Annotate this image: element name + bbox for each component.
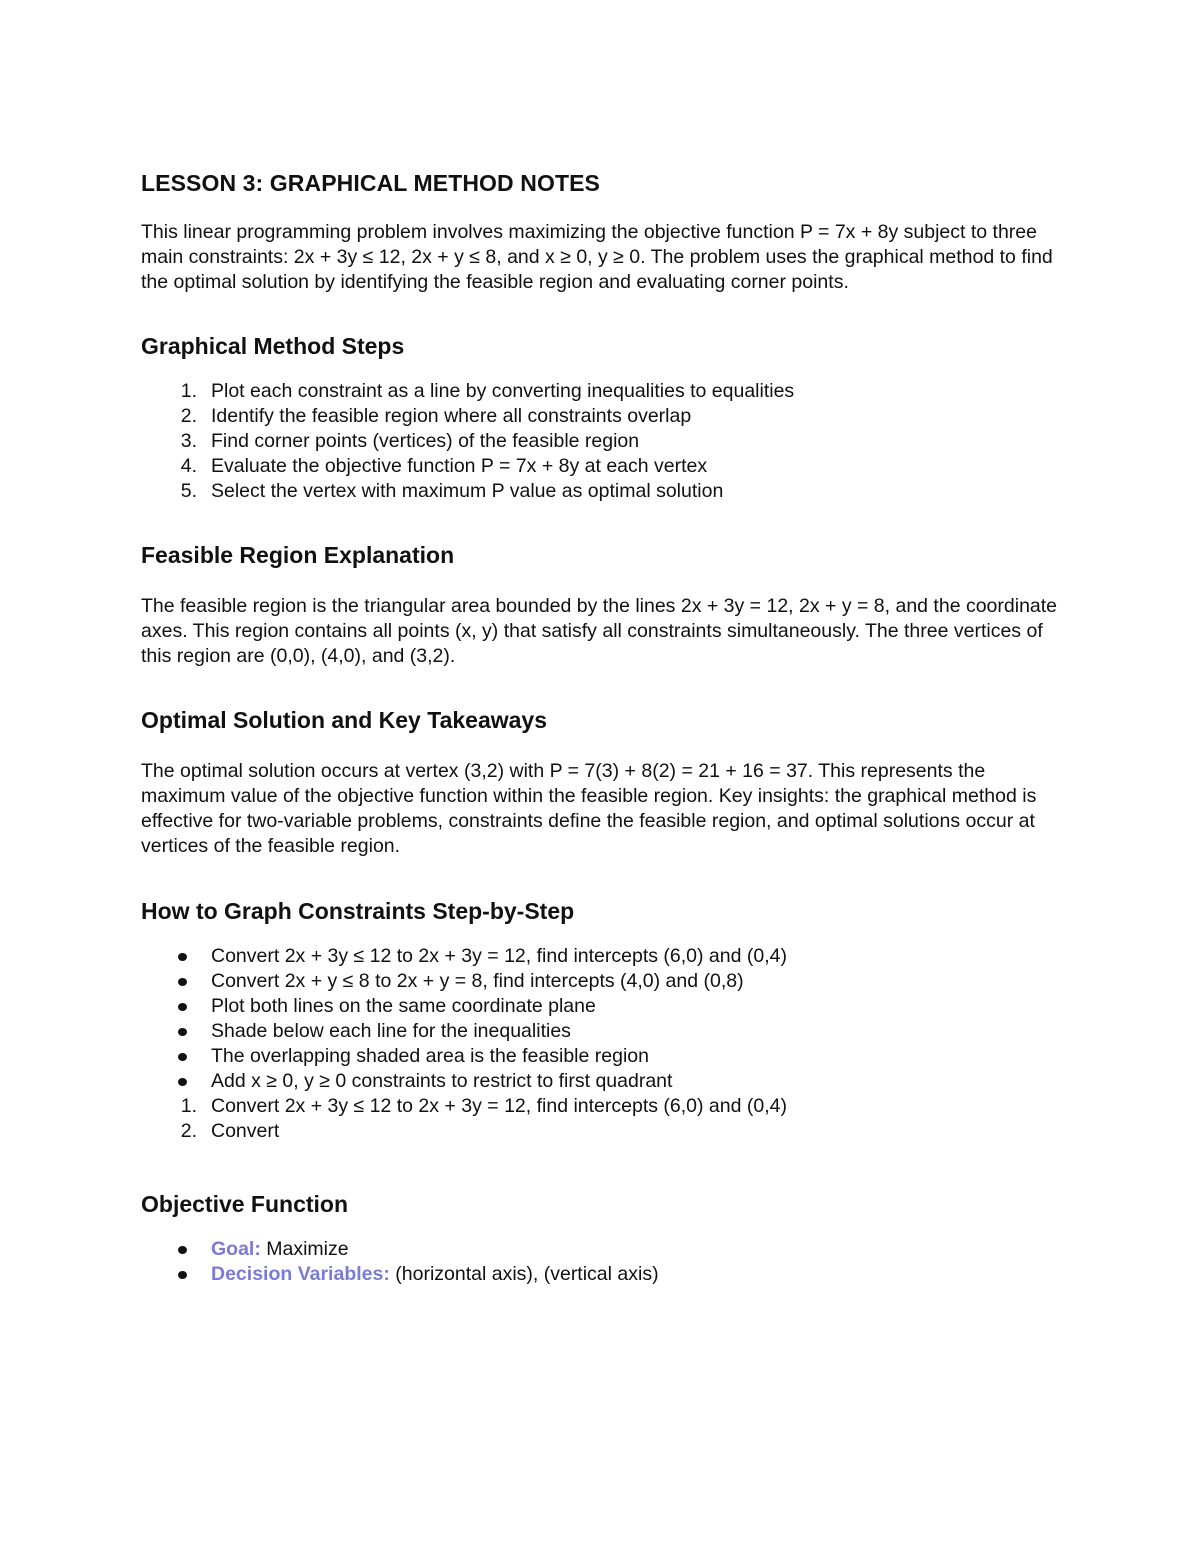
document-page	[141, 168, 1066, 1287]
list-number: 5.	[180, 480, 197, 502]
bullet-icon	[178, 1078, 187, 1086]
optimal-paragraph: The optimal solution occurs at vertex (3,2) with P = 7(3) + 8(2) = 21 + 16 = 37. This represents the maximum value of the objective function within the feasible region. Key insights: the graphical method is effective for two-variable problems, constraints define the feasible region, and optimal solutions occur at vertices of the feasible region.	[141, 760, 1037, 857]
list-item-text: Add x ≥ 0, y ≥ 0 constraints to restrict to first quadrant	[211, 1070, 673, 1092]
bullet-icon	[178, 1053, 187, 1061]
list-item	[141, 1237, 1066, 1262]
list-number: 2.	[180, 1120, 197, 1142]
goal-value: Maximize	[260, 1238, 349, 1260]
feasible-heading: Feasible Region Explanation	[141, 542, 455, 568]
list-item-text: Convert 2x + 3y ≤ 12 to 2x + 3y = 12, find intercepts (6,0) and (0,4)	[211, 945, 787, 967]
list-item-text: Find corner points (vertices) of the feasible region	[211, 430, 640, 452]
list-item	[141, 969, 1066, 994]
list-item	[141, 404, 1066, 429]
bullet-icon	[178, 1028, 187, 1036]
list-item	[141, 1069, 1066, 1094]
list-item	[141, 1262, 1066, 1287]
goal-label: Goal:	[211, 1238, 261, 1260]
list-item-text: Plot both lines on the same coordinate plane	[211, 995, 596, 1017]
objective-heading: Objective Function	[141, 1191, 349, 1217]
bullet-icon	[178, 953, 187, 961]
list-number: 1.	[180, 380, 197, 402]
steps-heading: Graphical Method Steps	[141, 333, 405, 359]
intro-paragraph: This linear programming problem involves maximizing the objective function P = 7x + 8y subject to three main constraints: 2x + 3y ≤ 12, 2x + y ≤ 8, and x ≥ 0, y ≥ 0. The problem uses the graphical method to find the optimal solution by identifying the feasible region and evaluating corner points.	[141, 221, 1053, 293]
list-item-text: Identify the feasible region where all constraints overlap	[211, 405, 692, 427]
optimal-heading: Optimal Solution and Key Takeaways	[141, 707, 548, 733]
bullet-icon	[178, 1246, 187, 1254]
bullet-icon	[178, 1271, 187, 1279]
list-item-text: Select the vertex with maximum P value as optimal solution	[211, 480, 724, 502]
list-item-text: Convert 2x + 3y ≤ 12 to 2x + 3y = 12, find intercepts (6,0) and (0,4)	[211, 1095, 787, 1117]
howto-list	[141, 944, 1066, 1144]
list-number: 1.	[180, 1095, 197, 1117]
list-item	[141, 1119, 1066, 1144]
list-item	[141, 429, 1066, 454]
list-item	[141, 379, 1066, 404]
list-item-text: The overlapping shaded area is the feasible region	[211, 1045, 649, 1067]
list-number: 4.	[180, 455, 197, 477]
decision-variables-label: Decision Variables:	[211, 1263, 390, 1285]
list-item	[141, 479, 1066, 504]
list-item-text: Convert	[211, 1120, 280, 1142]
list-number: 2.	[180, 405, 197, 427]
list-item	[141, 1044, 1066, 1069]
list-item	[141, 1019, 1066, 1044]
objective-list	[141, 1237, 1066, 1287]
list-item	[141, 994, 1066, 1019]
list-item	[141, 454, 1066, 479]
list-item-text: Shade below each line for the inequalities	[211, 1020, 571, 1042]
bullet-icon	[178, 978, 187, 986]
decision-variables-value: (horizontal axis), (vertical axis)	[389, 1263, 659, 1285]
list-item	[141, 1094, 1066, 1119]
list-item-text: Plot each constraint as a line by converting inequalities to equalities	[211, 380, 795, 402]
feasible-paragraph: The feasible region is the triangular area bounded by the lines 2x + 3y = 12, 2x + y = 8, and the coordinate axes. This region contains all points (x, y) that satisfy all constraints simultaneously. The three vertices of this region are (0,0), (4,0), and (3,2).	[141, 595, 1058, 667]
list-number: 3.	[180, 430, 197, 452]
bullet-icon	[178, 1003, 187, 1011]
list-item-text: Convert 2x + y ≤ 8 to 2x + y = 8, find intercepts (4,0) and (0,8)	[211, 970, 744, 992]
list-item-text: Evaluate the objective function P = 7x + 8y at each vertex	[211, 455, 708, 477]
page-title: LESSON 3: GRAPHICAL METHOD NOTES	[141, 170, 600, 196]
list-item	[141, 944, 1066, 969]
howto-heading: How to Graph Constraints Step-by-Step	[141, 898, 575, 924]
steps-list	[141, 379, 1066, 504]
